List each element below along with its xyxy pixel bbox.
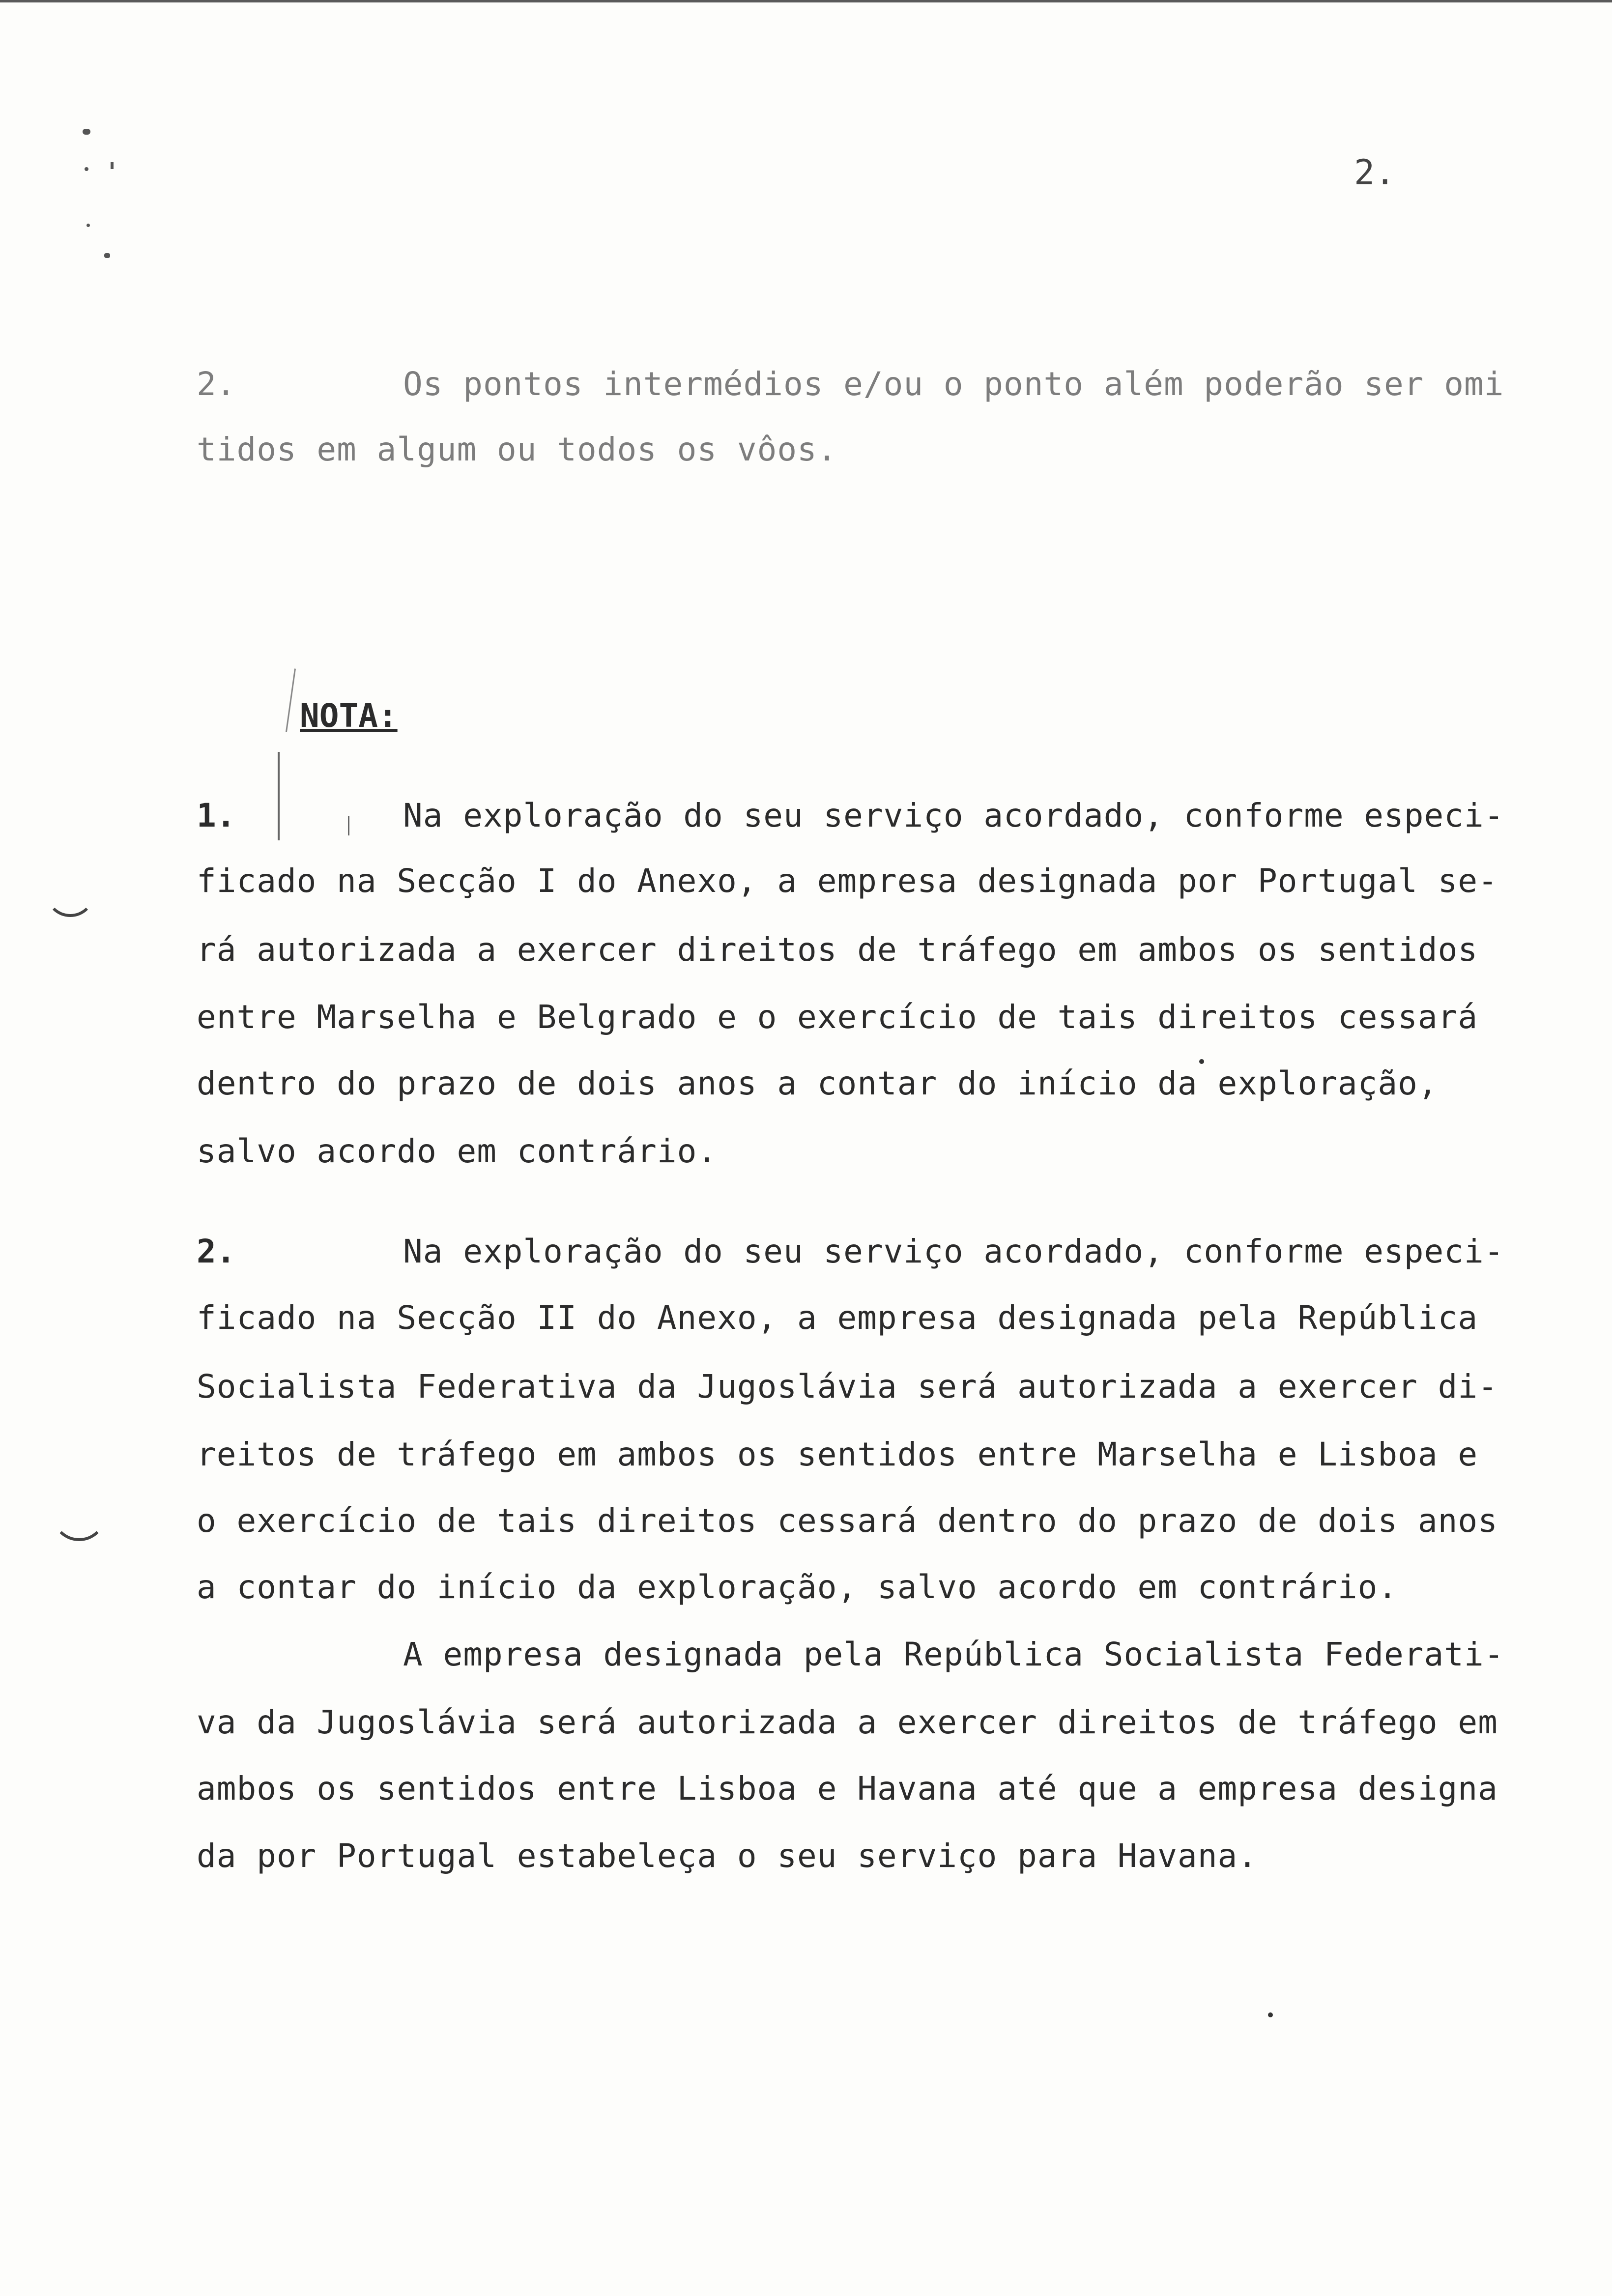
section-number: 2. [197, 365, 236, 403]
nota-item-line: a contar do início da exploração, salvo acordo em contrário. [197, 1568, 1398, 1606]
margin-bracket [52, 1504, 107, 1541]
margin-line [286, 668, 296, 732]
nota-item-line: Na exploração do seu serviço acordado, conforme especi- [403, 797, 1504, 834]
margin-mark [86, 224, 90, 227]
nota-item-line: dentro do prazo de dois anos a contar do início da exploração, [197, 1064, 1438, 1102]
nota-item-line: A empresa designada pela República Socialista Federati- [403, 1636, 1504, 1673]
nota-item-line: ambos os sentidos entre Lisboa e Havana até que a empresa designa [197, 1770, 1498, 1808]
section-line: Os pontos intermédios e/ou o ponto além poderão ser omi [403, 365, 1504, 403]
margin-line [278, 752, 280, 840]
nota-item-line: ficado na Secção II do Anexo, a empresa designada pela República [197, 1299, 1478, 1337]
nota-item-line: Socialista Federativa da Jugoslávia será autorizada a exercer di- [197, 1368, 1498, 1406]
margin-bracket [45, 885, 95, 917]
margin-mark [104, 253, 110, 258]
margin-mark [85, 167, 88, 171]
nota-item-line: rá autorizada a exercer direitos de tráfego em ambos os sentidos [197, 931, 1478, 969]
nota-item-line: Na exploração do seu serviço acordado, conforme especi- [403, 1233, 1504, 1270]
speck [1268, 2012, 1273, 2017]
nota-item-number: 1. [197, 797, 236, 834]
nota-item-line: va da Jugoslávia será autorizada a exercer direitos de tráfego em [197, 1703, 1498, 1741]
page-number: 2. [1354, 152, 1396, 193]
nota-item-line: da por Portugal estabeleça o seu serviço para Havana. [197, 1837, 1258, 1875]
nota-item-line: ficado na Secção I do Anexo, a empresa designada por Portugal se- [197, 862, 1498, 900]
nota-item-number: 2. [197, 1233, 236, 1270]
margin-mark [83, 129, 90, 135]
top-edge-rule [0, 0, 1612, 2]
nota-item-line: salvo acordo em contrário. [197, 1132, 718, 1170]
nota-heading: NOTA: [300, 697, 398, 735]
section-line: tidos em algum ou todos os vôos. [197, 430, 837, 468]
nota-item-line: entre Marselha e Belgrado e o exercício de tais direitos cessará [197, 998, 1478, 1036]
margin-mark [111, 162, 114, 169]
margin-line [348, 816, 349, 835]
nota-item-line: reitos de tráfego em ambos os sentidos entre Marselha e Lisboa e [197, 1435, 1478, 1473]
nota-item-line: o exercício de tais direitos cessará dentro do prazo de dois anos [197, 1502, 1498, 1540]
